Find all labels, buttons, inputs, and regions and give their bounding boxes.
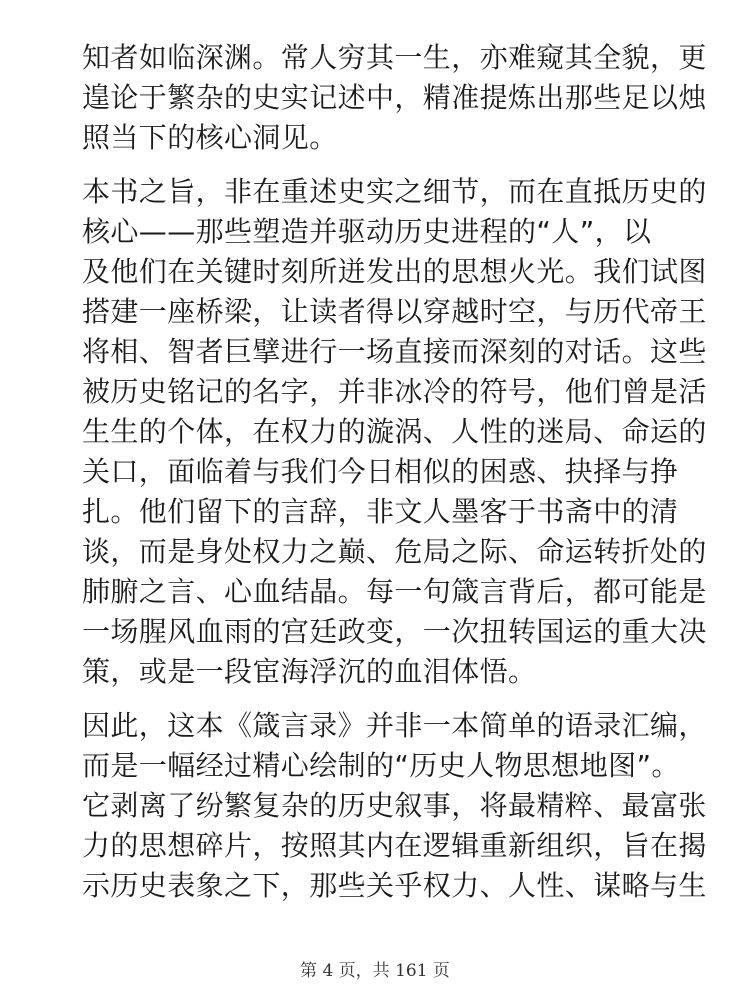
document-body [82, 38, 707, 920]
text-line: 谈，而是身处权力之巅、危局之际、命运转折处的 [82, 535, 707, 568]
paragraph-3 [82, 706, 707, 906]
text-line: 本书之旨，非在重述史实之细节，而在直抵历史的 [82, 175, 707, 208]
page-number: 第 4 页，共 161 页 [300, 961, 450, 981]
text-line: 肺腑之言、心血结晶。每一句箴言背后，都可能是 [82, 575, 707, 608]
text-line: 被历史铭记的名字，并非冰冷的符号，他们曾是活 [82, 375, 707, 408]
text-line: 力的思想碎片，按照其内在逻辑重新组织，旨在揭 [82, 829, 707, 862]
text-line: 扎。他们留下的言辞，非文人墨客于书斋中的清 [82, 495, 679, 528]
text-line: 生生的个体，在权力的漩涡、人性的迷局、命运的 [82, 415, 707, 448]
text-line: 照当下的核心洞见。 [82, 121, 338, 154]
text-line: 一场腥风血雨的宫廷政变，一次扭转国运的重大决 [82, 615, 707, 648]
paragraph-2 [82, 172, 707, 692]
text-line: 因此，这本《箴言录》并非一本简单的语录汇编， [82, 709, 707, 742]
text-line: 它剥离了纷繁复杂的历史叙事，将最精粹、最富张 [82, 789, 707, 822]
text-line: 示历史表象之下，那些关乎权力、人性、谋略与生 [82, 869, 707, 902]
paragraph-1 [82, 38, 707, 158]
text-line: 而是一幅经过精心绘制的“历史人物思想地图”。 [82, 749, 680, 782]
text-line: 将相、智者巨擘进行一场直接而深刻的对话。这些 [82, 335, 707, 368]
text-line: 及他们在关键时刻所迸发出的思想火光。我们试图 [82, 255, 707, 288]
text-line: 关口，面临着与我们今日相似的困惑、抉择与挣 [82, 455, 679, 488]
text-line: 核心——那些塑造并驱动历史进程的“人”，以 [82, 215, 652, 248]
text-line: 遑论于繁杂的史实记述中，精准提炼出那些足以烛 [82, 81, 707, 114]
text-line: 搭建一座桥梁，让读者得以穿越时空，与历代帝王 [82, 295, 707, 328]
text-line: 策，或是一段宦海浮沉的血泪体悟。 [82, 655, 537, 688]
text-line: 知者如临深渊。常人穷其一生，亦难窥其全貌，更 [82, 41, 707, 74]
